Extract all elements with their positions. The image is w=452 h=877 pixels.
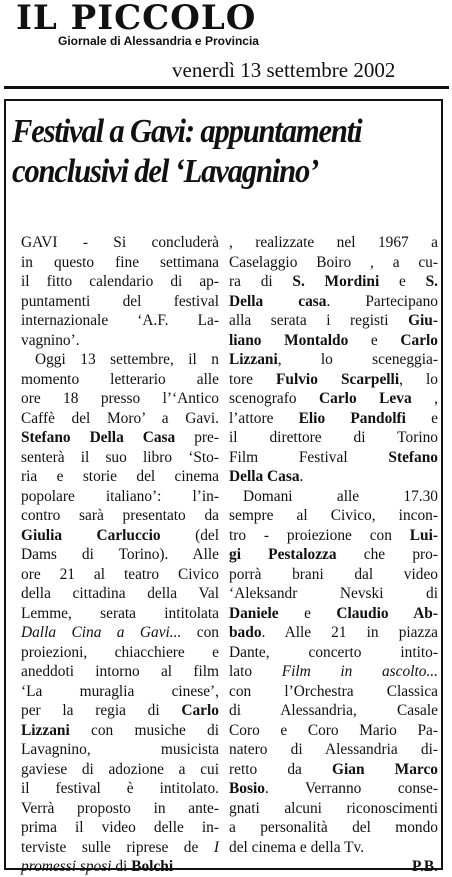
masthead	[4, 0, 444, 48]
article-line: GAVI - Si concluderà	[21, 234, 219, 251]
article-line: promessi sposi di Bolchi	[21, 858, 174, 875]
article-line: per la regia di Carlo	[21, 702, 219, 719]
article-line: internazionale ‘A.F. La-	[21, 312, 219, 329]
article-line: lato Film in ascolto...	[229, 663, 438, 680]
article-line: Daniele e Claudio Ab-	[229, 604, 438, 622]
article-line: con l’Orchestra Classica	[229, 682, 438, 700]
article-line: Lemme, serata intitolata	[21, 604, 219, 622]
article-line: Dams di Torino). Alle	[21, 546, 219, 563]
article-line: popolare italiano’: l’in-	[21, 487, 219, 505]
newspaper-title: IL PICCOLO	[16, 0, 257, 38]
article-column-1	[21, 233, 219, 877]
article-line: gaviese di adozione a cui	[21, 760, 219, 778]
article-line: della cittadina della Val	[21, 585, 219, 602]
article-headline	[12, 112, 397, 192]
article-line: ria e storie del cinema	[21, 468, 219, 485]
article-line: Della casa. Partecipano	[229, 292, 438, 310]
issue-date: venerdì 13 settembre 2002	[172, 58, 396, 82]
article-line: contro sarà presentato da	[21, 507, 219, 524]
article-line: Dante, concerto intito-	[229, 643, 438, 661]
article-line: momento letterario alle	[21, 370, 219, 388]
article-line: in questo fine settimana	[21, 253, 219, 271]
article-line: Caselaggio Boiro , a cu-	[229, 253, 438, 271]
article-line: Verrà proposto in ante-	[21, 799, 219, 817]
article-line: sempre al Civico, incon-	[229, 507, 438, 524]
article-line: Stefano Della Casa pre-	[21, 429, 220, 446]
headline-line-2: conclusivi del ‘Lavagnino’	[12, 153, 319, 190]
article-line: retto da Gian Marco	[229, 760, 438, 778]
article-line: il direttore di Torino	[229, 429, 438, 446]
article-line: liano Montaldo e Carlo	[229, 331, 439, 349]
article-line: Coro e Coro Mario Pa-	[229, 721, 438, 739]
article-line: Domani alle 17.30	[243, 487, 438, 505]
article-line: vagnino’.	[21, 331, 80, 349]
article-line: ore 18 presso l’‘Antico	[21, 390, 219, 407]
article-line: gnati alcuni riconoscimenti	[229, 799, 438, 817]
article-line: Film Festival Stefano	[229, 448, 438, 466]
article-line: prima il video delle in-	[21, 819, 219, 836]
article-line: ‘La muraglia cinese’,	[21, 682, 219, 700]
article-line: del cinema e della Tv.	[229, 838, 365, 856]
article-line: Della Casa.	[229, 468, 304, 485]
article-line: Lavagnino, musicista	[21, 741, 219, 758]
article-line: gi Pestalozza che pro-	[229, 546, 438, 563]
article-line: ore 21 al teatro Civico	[21, 565, 219, 583]
article-line: porrà brani dal video	[229, 565, 438, 583]
article-line: senterà il suo libro ‘Sto-	[21, 448, 219, 466]
article-line: scenografo Carlo Leva ,	[229, 390, 438, 407]
article-line: ‘Aleksandr Nevski di	[229, 585, 438, 602]
article-line: Lizzani con musiche di	[21, 721, 219, 739]
article-line: terviste sulle riprese de I	[21, 838, 219, 856]
article-line: natero di Alessandria di-	[229, 741, 438, 758]
article-line: tro - proiezione con Lui-	[229, 526, 438, 544]
article-line: proiezioni, chiacchiere e	[21, 643, 219, 661]
article-column-2	[229, 233, 438, 877]
article-line: Bosio. Verranno conse-	[229, 780, 438, 797]
article-line: tore Fulvio Scarpelli, lo	[229, 370, 438, 388]
article-line: ra di S. Mordini e S.	[229, 273, 439, 290]
article-line: Oggi 13 settembre, il n	[35, 351, 219, 368]
article-line: l’attore Elio Pandolfi e	[229, 409, 438, 427]
article-line: di Alessandria, Casale	[229, 702, 438, 719]
article-line: Lizzani, lo sceneggia-	[229, 351, 438, 368]
article-line: Dalla Cina a Gavi... con	[21, 624, 219, 641]
article-signature: P.B.	[412, 858, 438, 875]
newspaper-subtitle: Giornale di Alessandria e Provincia	[58, 34, 259, 48]
article-line: bado. Alle 21 in piazza	[229, 624, 438, 641]
header-rule	[4, 86, 449, 89]
article-line: puntamenti del festival	[21, 292, 219, 310]
article-line: aneddoti intorno al film	[21, 663, 219, 680]
article-line: , realizzate nel 1967 a	[229, 234, 438, 251]
article-line: alla serata i registi Giu-	[229, 312, 438, 329]
article-line: il fitto calendario di ap-	[21, 273, 219, 290]
article-line: Caffè del Moro’ a Gavi.	[21, 409, 219, 427]
article-line: a personalità del mondo	[229, 819, 438, 836]
article-line: Giulia Carluccio (del	[21, 526, 220, 544]
headline-line-1: Festival a Gavi: appuntamenti	[12, 113, 362, 150]
article-line: il festival è intitolato.	[21, 780, 219, 797]
